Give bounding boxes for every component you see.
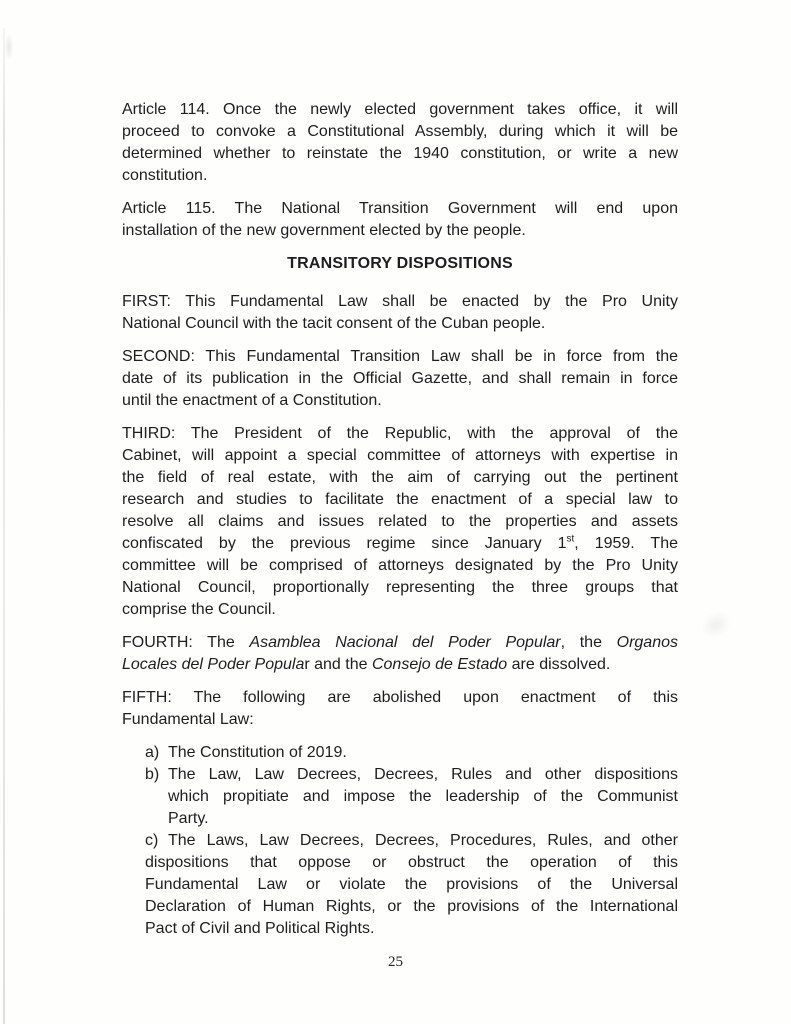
document-body xyxy=(122,99,678,940)
list-marker: a) xyxy=(145,744,160,761)
text-line: which propitiate and impose the leadership of the Communist xyxy=(168,788,678,805)
scan-edge-artifact xyxy=(3,28,5,1024)
text-line: Fundamental Law or violate the provisions of the Universal xyxy=(145,876,678,893)
text-line: Party. xyxy=(168,810,209,827)
list-item-b xyxy=(145,764,678,830)
text-line: Locales del Poder Popular and the Consejo de Estado are dissolved. xyxy=(122,656,611,673)
list-item-c xyxy=(145,830,678,940)
text-line: installation of the new government elected by the people. xyxy=(122,222,526,239)
article-114 xyxy=(122,99,678,187)
disposition-first xyxy=(122,291,678,335)
list-item-a xyxy=(145,742,678,764)
disposition-third xyxy=(122,423,678,621)
scan-smudge-artifact xyxy=(695,605,736,645)
text-line: the field of real estate, with the aim of carrying out the pertinent xyxy=(122,469,678,486)
text-line: Article 114. Once the newly elected government takes office, it will xyxy=(122,101,678,118)
list-marker: c) xyxy=(145,832,159,849)
text-line: FOURTH: The Asamblea Nacional del Poder Popular, the Organos xyxy=(122,634,678,651)
text-line: b) The Law, Law Decrees, Decrees, Rules and other dispositions xyxy=(145,764,678,786)
list-marker: b) xyxy=(145,766,160,783)
page-number: 25 xyxy=(388,954,403,970)
text-line: Declaration of Human Rights, or the provisions of the International xyxy=(145,898,678,915)
text-line: determined whether to reinstate the 1940 constitution, or write a new xyxy=(122,145,678,162)
text-line: confiscated by the previous regime since January 1st, 1959. The xyxy=(122,533,679,552)
text-line: SECOND: This Fundamental Transition Law shall be in force from the xyxy=(122,348,678,365)
text-line: a) The Constitution of 2019. xyxy=(145,742,678,764)
text-line: committee will be comprised of attorneys designated by the Pro Unity xyxy=(122,557,678,574)
disposition-second xyxy=(122,346,678,412)
text-line: Cabinet, will appoint a special committee of attorneys with expertise in xyxy=(122,447,678,464)
text-line: until the enactment of a Constitution. xyxy=(122,392,382,409)
text-line: proceed to convoke a Constitutional Assembly, during which it will be xyxy=(122,123,678,140)
abolished-list xyxy=(145,742,678,940)
transitory-dispositions-heading: TRANSITORY DISPOSITIONS xyxy=(287,255,513,272)
text-line: Article 115. The National Transition Government will end upon xyxy=(122,200,678,217)
disposition-fourth xyxy=(122,632,678,676)
text-line: National Council, proportionally representing the three groups that xyxy=(122,579,678,596)
text-line: constitution. xyxy=(122,167,208,184)
text-line: date of its publication in the Official Gazette, and shall remain in force xyxy=(122,370,678,387)
text-line: THIRD: The President of the Republic, with the approval of the xyxy=(122,425,678,442)
scan-smudge-artifact xyxy=(5,34,13,60)
text-line: resolve all claims and issues related to the properties and assets xyxy=(122,513,678,530)
disposition-fifth xyxy=(122,687,678,731)
text-line: Fundamental Law: xyxy=(122,711,254,728)
article-115 xyxy=(122,198,678,242)
text-line: National Council with the tacit consent of the Cuban people. xyxy=(122,315,546,332)
text-line: c) The Laws, Law Decrees, Decrees, Procedures, Rules, and other xyxy=(145,830,678,852)
text-line: research and studies to facilitate the enactment of a special law to xyxy=(122,491,678,508)
text-line: comprise the Council. xyxy=(122,601,276,618)
text-line: FIFTH: The following are abolished upon enactment of this xyxy=(122,689,678,706)
text-line: Pact of Civil and Political Rights. xyxy=(145,920,375,937)
text-line: dispositions that oppose or obstruct the operation of this xyxy=(145,854,678,871)
text-line: FIRST: This Fundamental Law shall be enacted by the Pro Unity xyxy=(122,293,678,310)
